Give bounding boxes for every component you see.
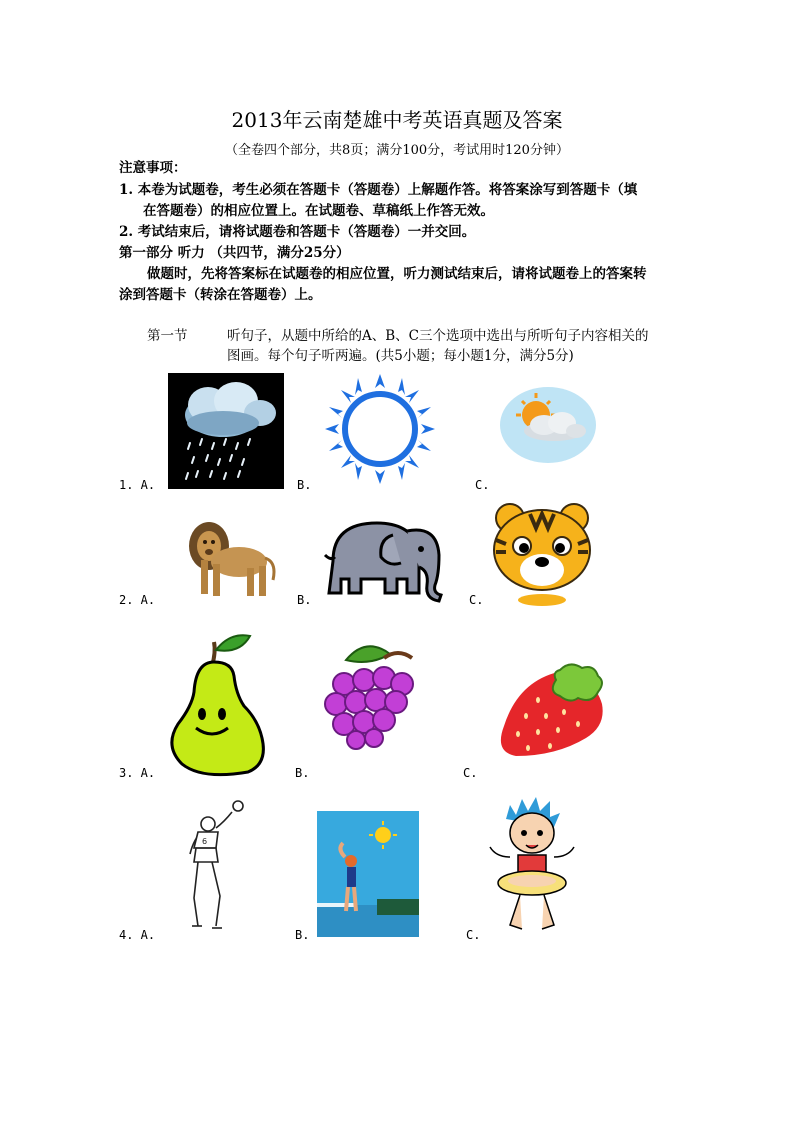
lion-image	[185, 512, 277, 602]
part1-instruction-line-2: 涂到答题卡（转涂在答题卷）上。	[119, 287, 322, 303]
notes-heading: 注意事项：	[119, 160, 187, 176]
page-title: 2013年云南楚雄中考英语真题及答案	[231, 108, 563, 132]
tiger-image	[490, 500, 594, 606]
section1-label: 第一节	[147, 328, 188, 344]
note-item-1-line-1: 1. 本卷为试题卷，考生必须在答题卡（答题卷）上解题作答。将答案涂写到答题卡（填	[119, 182, 638, 198]
part1-heading: 第一部分 听力 （共四节，满分25分）	[119, 245, 350, 261]
strawberry-image	[498, 660, 608, 760]
q3-option-a-label: 3. A.	[119, 766, 156, 780]
q2-option-b-label: B.	[297, 593, 312, 607]
grapes-image	[322, 636, 420, 750]
q2-option-c-label: C.	[469, 593, 484, 607]
elephant-image	[323, 513, 449, 607]
q1-option-b-label: B.	[297, 478, 312, 492]
pear-image	[166, 632, 266, 778]
q1-option-c-label: C.	[475, 478, 490, 492]
part1-instruction-line-1: 做题时，先将答案标在试题卷的相应位置，听力测试结束后，请将试题卷上的答案转	[147, 266, 647, 282]
page-subtitle: （全卷四个部分，共8页；满分100分，考试用时120分钟）	[225, 143, 569, 158]
q4-option-a-label: 4. A.	[119, 928, 156, 942]
volleyball-player-image	[172, 798, 262, 938]
q4-option-c-label: C.	[466, 928, 481, 942]
svg-text:6: 6	[202, 837, 208, 846]
section1-line-2: 图画。每个句子听两遍。(共5小题；每小题1分，满分5分)	[227, 348, 574, 364]
boy-with-swim-ring-image	[486, 795, 576, 939]
note-item-2: 2. 考试结束后，请将试题卷和答题卡（答题卷）一并交回。	[119, 224, 476, 240]
swimmer-image	[317, 811, 419, 937]
q1-option-a-label: 1. A.	[119, 478, 156, 492]
sun-behind-cloud-image	[496, 375, 604, 487]
q2-option-a-label: 2. A.	[119, 593, 156, 607]
q3-option-b-label: B.	[295, 766, 310, 780]
section1-line-1: 听句子，从题中所给的A、B、C三个选项中选出与所听句子内容相关的	[227, 328, 649, 344]
note-item-1-line-2: 在答题卷）的相应位置上。在试题卷、草稿纸上作答无效。	[143, 203, 494, 219]
q3-option-c-label: C.	[463, 766, 478, 780]
sun-image	[318, 369, 442, 489]
q4-option-b-label: B.	[295, 928, 310, 942]
rain-cloud-image	[168, 373, 284, 489]
